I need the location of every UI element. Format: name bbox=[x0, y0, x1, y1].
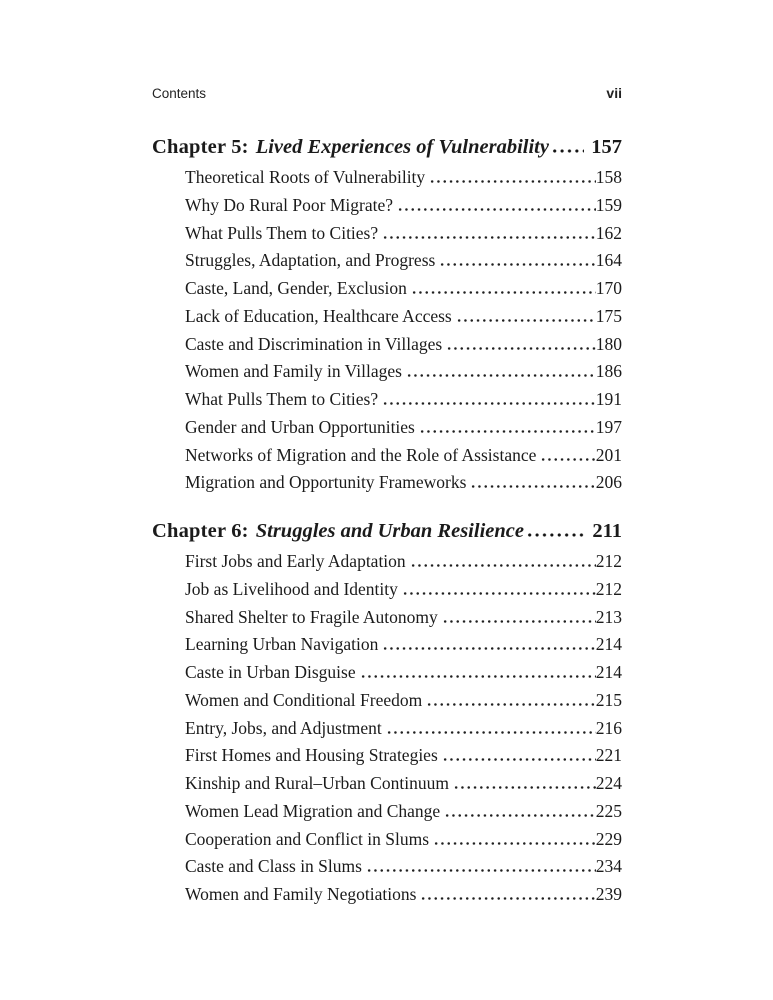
chapter-title: Struggles and Urban Resilience bbox=[255, 520, 524, 542]
toc-entry-title: Shared Shelter to Fragile Autonomy bbox=[185, 606, 438, 627]
toc-entry-page: 164 bbox=[595, 250, 622, 271]
toc-entry-title: Women Lead Migration and Change bbox=[185, 800, 441, 821]
chapter-label: Chapter 6: bbox=[152, 520, 249, 542]
chapter-6-heading bbox=[152, 517, 622, 545]
dot-leader bbox=[453, 786, 596, 789]
page-number-folio: vii bbox=[606, 85, 622, 101]
toc-entry bbox=[152, 414, 622, 442]
toc-entry bbox=[152, 826, 622, 854]
toc-entry-title: Struggles, Adaptation, and Progress bbox=[185, 250, 436, 271]
dot-leader bbox=[442, 620, 596, 623]
toc-entry-title: Why Do Rural Poor Migrate? bbox=[185, 194, 394, 215]
toc-entry-page: 214 bbox=[595, 634, 622, 655]
toc-entry-page: 224 bbox=[595, 773, 622, 793]
toc-entry-page: 186 bbox=[595, 361, 622, 382]
toc-entry-page: 221 bbox=[595, 745, 622, 766]
chapter-5-heading bbox=[152, 133, 622, 161]
toc-entry-title: Caste in Urban Disguise bbox=[185, 662, 356, 682]
chapter-6-entries bbox=[152, 548, 622, 909]
toc-entry-title: Women and Family in Villages bbox=[185, 361, 402, 382]
toc-entry-page: 225 bbox=[595, 800, 622, 821]
toc-entry-page: 229 bbox=[595, 828, 622, 849]
toc-entry bbox=[152, 303, 622, 331]
chapter-label: Chapter 5: bbox=[152, 136, 249, 158]
running-header-title: Contents bbox=[152, 86, 207, 101]
toc-entry bbox=[152, 576, 622, 604]
toc-entry-page: 212 bbox=[595, 578, 622, 599]
dot-leader bbox=[433, 842, 596, 845]
toc-entry-title: What Pulls Them to Cities? bbox=[185, 222, 379, 243]
toc-entry-page: 201 bbox=[595, 444, 622, 465]
toc-entry-title: Migration and Opportunity Frameworks bbox=[185, 472, 467, 493]
toc-entry bbox=[152, 469, 622, 497]
toc-entry-title: Kinship and Rural–Urban Continuum bbox=[185, 773, 449, 793]
dot-leader bbox=[439, 263, 595, 266]
toc-entry bbox=[152, 220, 622, 248]
toc-entry-title: First Jobs and Early Adaptation bbox=[185, 551, 406, 571]
toc-entry-title: Learning Urban Navigation bbox=[185, 634, 379, 655]
toc-entry-page: 170 bbox=[595, 278, 622, 298]
toc-entry bbox=[152, 331, 622, 359]
dot-leader bbox=[382, 236, 596, 239]
dot-leader bbox=[382, 647, 595, 650]
dot-leader bbox=[456, 319, 596, 322]
toc-entry-page: 212 bbox=[595, 551, 622, 571]
toc-entry bbox=[152, 386, 622, 414]
dot-leader bbox=[419, 430, 596, 433]
toc-entry bbox=[152, 192, 622, 220]
chapter-6-section bbox=[152, 517, 622, 909]
toc-entry-page: 158 bbox=[595, 167, 622, 187]
toc-entry-title: Caste and Discrimination in Villages bbox=[185, 333, 443, 354]
toc-entry-title: Lack of Education, Healthcare Access bbox=[185, 305, 452, 326]
toc-entry bbox=[152, 164, 622, 192]
running-header bbox=[152, 86, 622, 101]
toc-entry bbox=[152, 358, 622, 386]
toc-entry bbox=[152, 604, 622, 632]
dot-leader bbox=[410, 564, 596, 567]
toc-entry-title: Women and Family Negotiations bbox=[185, 884, 417, 904]
toc-entry-page: 216 bbox=[595, 717, 622, 738]
dot-leader bbox=[360, 675, 596, 678]
dot-leader bbox=[411, 291, 596, 294]
toc-entry bbox=[152, 247, 622, 275]
toc-entry-page: 175 bbox=[595, 305, 622, 326]
dot-leader bbox=[470, 485, 595, 488]
toc-entry-title: What Pulls Them to Cities? bbox=[185, 389, 379, 409]
dot-leader bbox=[386, 731, 596, 734]
chapter-5-section bbox=[152, 133, 622, 497]
dot-leader bbox=[366, 869, 596, 872]
toc-entry bbox=[152, 881, 622, 909]
toc-entry-page: 215 bbox=[595, 689, 622, 710]
toc-entry bbox=[152, 659, 622, 687]
dot-leader bbox=[420, 897, 595, 900]
dot-leader bbox=[446, 347, 596, 350]
chapter-page: 157 bbox=[591, 136, 622, 158]
toc-entry-page: 180 bbox=[595, 333, 622, 354]
chapter-5-entries bbox=[152, 164, 622, 497]
toc-entry-title: Networks of Migration and the Role of Assistance bbox=[185, 444, 537, 465]
dot-leader bbox=[442, 758, 596, 761]
toc-entry-page: 191 bbox=[595, 389, 622, 409]
toc-entry bbox=[152, 798, 622, 826]
chapter-title: Lived Experiences of Vulnerability bbox=[255, 136, 549, 158]
toc-entry bbox=[152, 742, 622, 770]
dot-leader bbox=[540, 458, 595, 461]
toc-entry bbox=[152, 853, 622, 881]
toc-entry-title: First Homes and Housing Strategies bbox=[185, 745, 438, 766]
toc-entry bbox=[152, 770, 622, 798]
dot-leader bbox=[402, 592, 596, 595]
toc-entry-page: 159 bbox=[595, 194, 622, 215]
dot-leader bbox=[551, 149, 584, 153]
toc-entry bbox=[152, 715, 622, 743]
chapter-page: 211 bbox=[592, 520, 622, 542]
toc-entry-title: Entry, Jobs, and Adjustment bbox=[185, 717, 382, 738]
toc-entry-title: Job as Livelihood and Identity bbox=[185, 578, 398, 599]
dot-leader bbox=[426, 703, 596, 706]
toc-entry-title: Cooperation and Conflict in Slums bbox=[185, 828, 430, 849]
toc-entry-page: 234 bbox=[595, 856, 622, 877]
toc-entry-page: 214 bbox=[595, 662, 622, 682]
dot-leader bbox=[444, 814, 596, 817]
dot-leader bbox=[382, 402, 596, 405]
toc-entry-title: Caste, Land, Gender, Exclusion bbox=[185, 278, 407, 298]
toc-entry-title: Women and Conditional Freedom bbox=[185, 689, 423, 710]
toc-entry-page: 206 bbox=[595, 472, 622, 493]
toc-entry bbox=[152, 442, 622, 470]
toc-entry-page: 239 bbox=[595, 884, 622, 904]
toc-entry bbox=[152, 275, 622, 303]
toc-entry-page: 197 bbox=[595, 416, 622, 437]
toc-entry-title: Gender and Urban Opportunities bbox=[185, 416, 415, 437]
toc-entry-title: Caste and Class in Slums bbox=[185, 856, 362, 877]
dot-leader bbox=[397, 208, 596, 211]
toc-entry bbox=[152, 631, 622, 659]
toc-entry-page: 213 bbox=[595, 606, 622, 627]
toc-entry-page: 162 bbox=[595, 222, 622, 243]
toc-entry-title: Theoretical Roots of Vulnerability bbox=[185, 167, 426, 187]
dot-leader bbox=[429, 180, 596, 183]
toc-entry bbox=[152, 548, 622, 576]
dot-leader bbox=[406, 374, 596, 377]
toc-entry bbox=[152, 687, 622, 715]
dot-leader bbox=[526, 533, 585, 537]
